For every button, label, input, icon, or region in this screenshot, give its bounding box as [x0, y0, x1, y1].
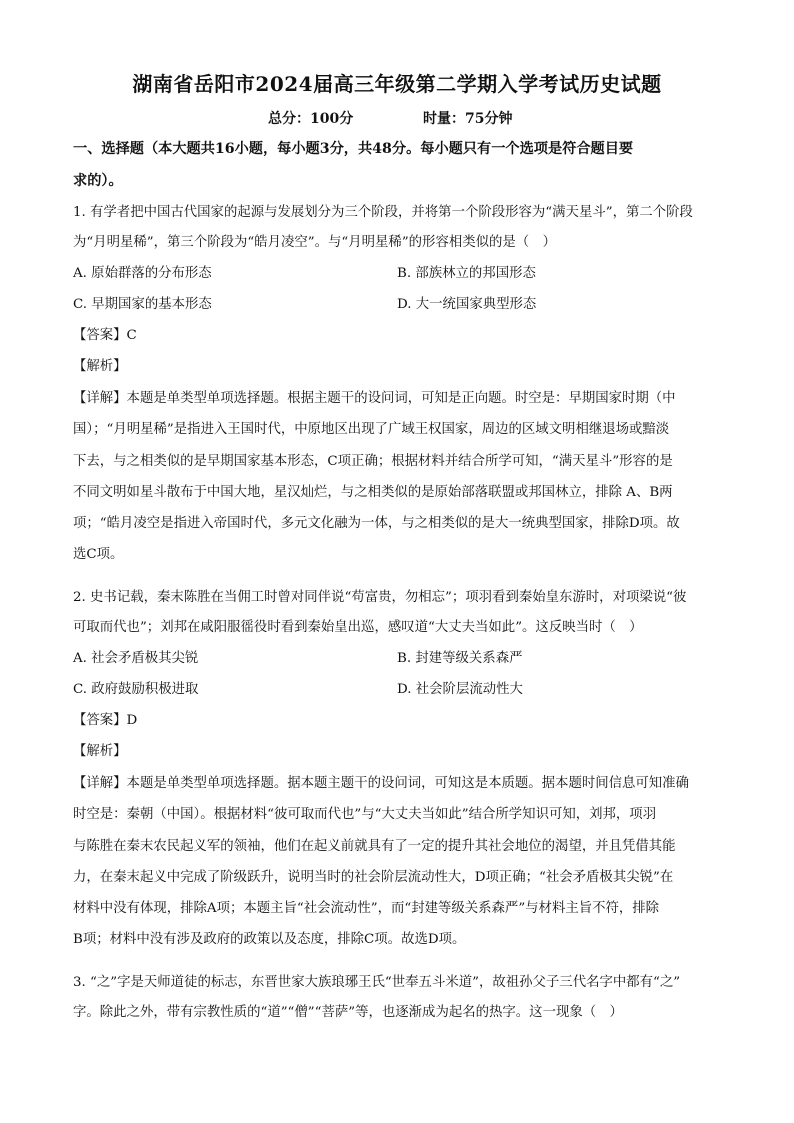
page-title: 湖南省岳阳市2024届高三年级第二学期入学考试历史试题 — [132, 72, 662, 96]
q1-option-c: C. 早期国家的基本形态 — [73, 297, 212, 312]
q2-analysis-label: 【解析】 — [73, 744, 127, 759]
q2-detail-line-2: 时空是：秦朝（中国）。根据材料“彼可取而代也”与“大丈夫当如此”结合所学知识可知，刘邦，项羽 — [73, 807, 657, 822]
q1-detail-line-2: 国）；“月明星稀”是指进入王国时代，中原地区出现了广域王权国家，周边的区域文明相继退场或黯淡 — [73, 422, 670, 437]
section-heading-line-2: 求的）。 — [73, 173, 123, 189]
q3-stem-line-2: 字。除此之外，带有宗教性质的“道”“僧”“菩萨”等，也逐渐成为起名的热字。这一现象（ ） — [73, 1005, 623, 1020]
q1-answer: 【答案】C — [73, 328, 137, 343]
q1-detail-line-6: 选C项。 — [73, 547, 124, 562]
q1-detail-line-4: 不同文明如星斗散布于中国大地，星汉灿烂，与之相类似的是原始部落联盟或邦国林立，排除 A、B两 — [73, 485, 673, 500]
q1-stem-line-1: 1. 有学者把中国古代国家的起源与发展划分为三个阶段，并将第一个阶段形容为“满天星斗”，第二个阶段 — [73, 205, 693, 220]
q3-stem-line-1: 3. “之”字是天师道徒的标志，东晋世家大族琅琊王氏“世奉五斗米道”，故祖孙父子三代名字中都有“之” — [73, 975, 681, 990]
q1-stem-line-2: 为“月明星稀”，第三个阶段为“皓月凌空”。与“月明星稀”的形容相类似的是（ ） — [73, 235, 556, 250]
q1-detail-line-1: 【详解】本题是单类型单项选择题。根据主题干的设问词，可知是正向题。时空是：早期国家时期（中 — [73, 391, 676, 406]
q1-option-b: B. 部族林立的邦国形态 — [397, 266, 536, 281]
q2-option-a: A. 社会矛盾极其尖锐 — [73, 651, 199, 666]
q1-detail-line-5: 项；“皓月凌空是指进入帝国时代，多元文化融为一体，与之相类似的是大一统典型国家，排除D项。故 — [73, 516, 680, 531]
q1-option-a: A. 原始群落的分布形态 — [73, 266, 212, 281]
q2-detail-line-1: 【详解】本题是单类型单项选择题。据本题主题干的设问词，可知这是本质题。据本题时间信息可知准确 — [73, 776, 689, 791]
time-limit: 时量：75分钟 — [423, 111, 513, 127]
q2-stem-line-1: 2. 史书记载，秦末陈胜在当佣工时曾对同伴说“苟富贵，勿相忘”；项羽看到秦始皇东游时，对项梁说“彼 — [73, 590, 687, 605]
total-score: 总分：100分 — [268, 111, 354, 127]
section-heading-line-1: 一、选择题（本大题共16小题，每小题3分，共48分。每小题只有一个选项是符合题目要 — [73, 141, 634, 157]
q2-option-b: B. 封建等级关系森严 — [397, 651, 523, 666]
q2-answer: 【答案】D — [73, 713, 138, 728]
q1-detail-line-3: 下去，与之相类似的是早期国家基本形态，C项正确；根据材料并结合所学可知，“满天星斗”形容的是 — [73, 454, 673, 469]
q2-stem-line-2: 可取而代也”；刘邦在咸阳服徭役时看到秦始皇出巡，感叹道“大丈夫当如此”。这反映当时（ ） — [73, 620, 643, 635]
q1-analysis-label: 【解析】 — [73, 359, 127, 374]
q2-detail-line-6: B项；材料中没有涉及政府的政策以及态度，排除C项。故选D项。 — [73, 932, 466, 947]
q2-detail-line-5: 材料中没有体现，排除A项；本题主旨“社会流动性”，而“封建等级关系森严”与材料主旨不符，排除 — [73, 901, 660, 916]
q1-option-d: D. 大一统国家典型形态 — [397, 297, 537, 312]
q2-option-d: D. 社会阶层流动性大 — [397, 682, 523, 697]
q2-option-c: C. 政府鼓励积极进取 — [73, 682, 199, 697]
q2-detail-line-4: 力，在秦末起义中完成了阶级跃升，说明当时的社会阶层流动性大，D项正确；“社会矛盾极其尖锐”在 — [73, 870, 674, 885]
q2-detail-line-3: 与陈胜在秦末农民起义军的领袖，他们在起义前就具有了一定的提升其社会地位的渴望，并且凭借其能 — [73, 839, 676, 854]
